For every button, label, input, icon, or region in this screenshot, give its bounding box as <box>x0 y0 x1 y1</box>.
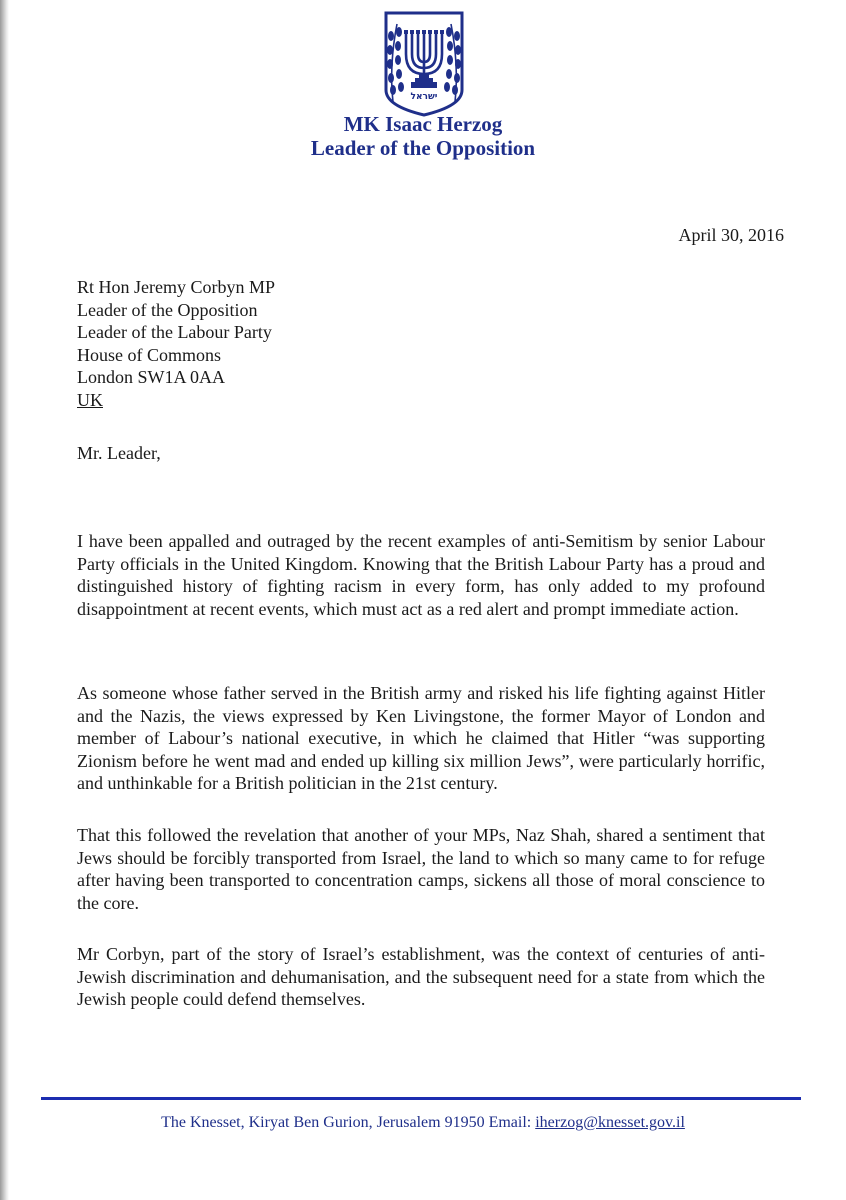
menorah-emblem-icon <box>383 10 465 118</box>
recipient-line: Leader of the Labour Party <box>77 322 272 343</box>
footer-divider <box>41 1097 801 1100</box>
body-paragraph: As someone whose father served in the British army and risked his life fighting against Hitler and the Nazis, the views expressed by Ken Livingstone, the former Mayor of London and member of Labour’s national executive, in which he claimed that Hitler “was supporting Zionism before he went mad and ended up killing six million Jews”, were particularly horrific, and unthinkable for a British politician in the 21st century. <box>77 683 765 794</box>
svg-text:ישראל: ישראל <box>410 92 438 102</box>
recipient-line: Leader of the Opposition <box>77 299 258 320</box>
recipient-line: London SW1A 0AA <box>77 367 225 388</box>
body-paragraph: I have been appalled and outraged by the recent examples of anti-Semitism by senior Labour Party officials in the United Kingdom. Knowing that the British Labour Party has a proud and distinguished history of fighting racism in every form, has only added to my profound disappointment at recent events, which must act as a red alert and prompt immediate action. <box>77 531 765 619</box>
sender-title: Leader of the Opposition <box>310 136 536 160</box>
letter-date: April 30, 2016 <box>678 225 784 245</box>
recipient-line: House of Commons <box>77 344 221 365</box>
recipient-line: UK <box>77 389 103 410</box>
footer <box>0 1114 846 1132</box>
body-paragraph: That this followed the revelation that another of your MPs, Naz Shah, shared a sentiment that Jews should be forcibly transported from Israel, the land to which so many came to for refuge after having been transported to concentration camps, sickens all those of moral conscience to the core. <box>77 825 765 913</box>
recipient-line: Rt Hon Jeremy Corbyn MP <box>77 277 275 297</box>
footer-address: The Knesset, Kiryat Ben Gurion, Jerusalem 91950 Email: <box>161 1114 536 1131</box>
body-paragraph: Mr Corbyn, part of the story of Israel’s establishment, was the context of centuries of anti-Jewish discrimination and dehumanisation, and the subsequent need for a state from which the Jewish people could defend themselves. <box>77 944 765 1010</box>
salutation: Mr. Leader, <box>77 443 161 463</box>
footer-email-link[interactable]: iherzog@knesset.gov.il <box>535 1114 685 1131</box>
recipient-address-block <box>77 276 275 412</box>
page-left-edge-shadow <box>0 0 9 1200</box>
sender-name: MK Isaac Herzog <box>343 112 503 136</box>
